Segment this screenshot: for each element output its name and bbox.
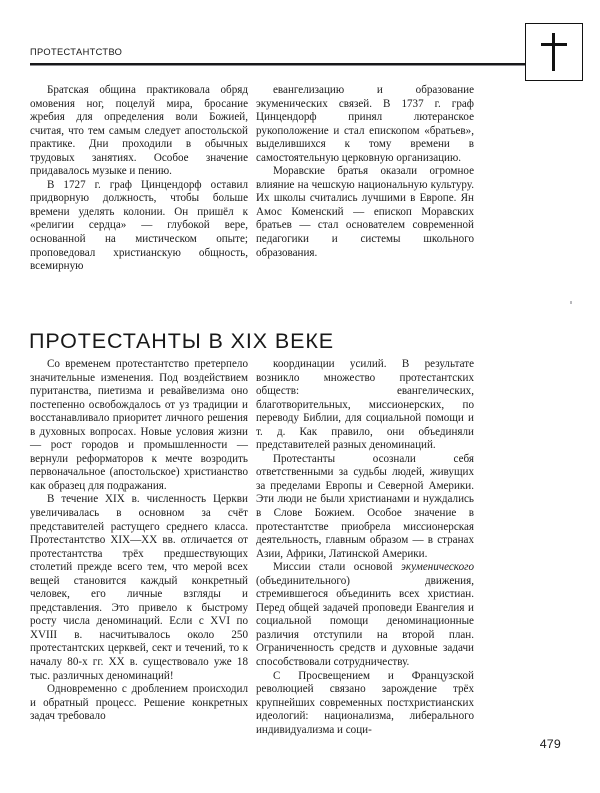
- header-divider: [30, 63, 525, 66]
- paragraph: Со временем протестантство претерпело значительные изменения. Под воздействием пуританства, пиетизма и ревайвелизма оно постепенно освобождалось от уз традиции и восстанавливало приоритет личного решения в духовных вопросах. Новые условия жизни — рост городов и промышленности — вернули реформаторов к мечте возродить первоначальное (апостольское) христианство как образец для подражания.: [30, 358, 248, 492]
- cross-vertical-bar: [552, 33, 555, 71]
- column-top-right: [256, 84, 474, 260]
- paragraph: Братская община практиковала обряд омовения ног, поцелуй мира, бросание жребия для определения воли Божией, считая, что тем самым следует апостольской практике. Дни проходили в обычных трудовых занятиях. Особое значение придавалось музыке и пению.: [30, 84, 248, 178]
- running-head-title: ПРОТЕСТАНТСТВО: [30, 47, 123, 57]
- paragraph: Протестанты осознали себя ответственными за судьбы людей, живущих за пределами Европы и Северной Америки. Эти люди не были христианами и нуждались в Слове Божием. Особое значение в протестантстве приобрела миссионерская деятельность, главным образом — в странах Азии, Африки, Латинской Америки.: [256, 452, 474, 560]
- paragraph: Одновременно с дроблением происходил и обратный процесс. Решение конкретных задач требовало: [30, 683, 248, 723]
- section-heading: ПРОТЕСТАНТЫ В XIX ВЕКЕ: [29, 328, 335, 353]
- page-header: [30, 48, 525, 66]
- emblem-box: [525, 23, 583, 81]
- column-bottom-left: [30, 358, 248, 724]
- page-artifact-speck: [570, 301, 572, 304]
- cross-horizontal-bar: [541, 43, 567, 46]
- paragraph: В 1727 г. граф Цинцендорф оставил придворную должность, чтобы больше времени уделять колонии. Он пришёл к «религии сердца» — глубокой вере, основанной на мистическом опыте; проповедовал христианскую общность, всемирную: [30, 178, 248, 273]
- paragraph: В течение XIX в. численность Церкви увеличивалась в основном за счёт представителей растущего среднего класса. Протестантство XIX—XX вв. отличается от протестантства трёх предшествующих столетий прежде всего тем, что мерой всех вещей становится каждый конкретный человек, его личные взгляды и представления. Это привело к быстрому росту числа деноминаций. Если с XVI по XVIII в. насчитывалось около 250 протестантских церквей, сект и течений, то к началу 80-х гг. XX в. существовало уже 18 тыс. различных деноминаций!: [30, 493, 248, 682]
- paragraph: евангелизацию и образование экуменических связей. В 1737 г. граф Цинцендорф принял лютеранское рукоположение и стал епископом «братьев», выделившихся к тому времени в самостоятельную церковную организацию.: [256, 84, 474, 164]
- column-top-left: [30, 84, 248, 274]
- paragraph: Моравские братья оказали огромное влияние на чешскую национальную культуру. Их школы считались лучшими в Европе. Ян Амос Коменский — епископ Моравских братьев — стал основателем современной педагогики и системы школьного образования.: [256, 165, 474, 259]
- paragraph: координации усилий. В результате возникло множество протестантских обществ: евангелических, благотворительных, миссионерских, по переводу Библии, для социальной помощи и т. д. Как правило, они объединяли представителей разных деноминаций.: [256, 358, 474, 452]
- italic-term: экуменического: [401, 561, 474, 574]
- column-bottom-right: [256, 358, 474, 737]
- latin-cross-icon: [540, 33, 568, 71]
- paragraph: С Просвещением и Французской революцией связано зарождение трёх крупнейших современных постхристианских идеологий: национализма, либерального индивидуализма и соци-: [256, 669, 474, 736]
- paragraph: Миссии стали основой экуменического (объединительного) движения, стремившегося объединить всех христиан. Перед общей задачей проповеди Евангелия и социальной помощи деноминационные различия отступили на второй план. Ограниченность средств и духовные задачи способствовали сотрудничеству.: [256, 561, 474, 669]
- page-number: 479: [539, 737, 561, 751]
